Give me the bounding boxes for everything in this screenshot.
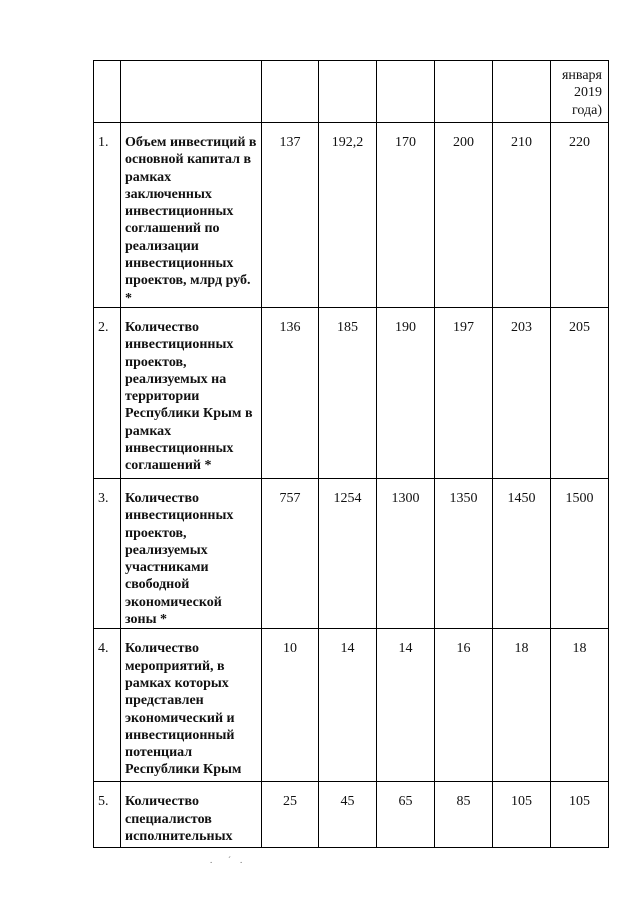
indicator-name-line: экономический и bbox=[125, 710, 235, 726]
value-cell: 136 bbox=[262, 307, 319, 478]
indicator-name-line: рамках bbox=[125, 423, 172, 439]
table-row bbox=[94, 307, 609, 478]
table-row bbox=[94, 629, 609, 782]
indicator-name-line: Количество bbox=[125, 641, 200, 657]
indicator-name-line: специалистов bbox=[125, 811, 212, 827]
row-number: 4. bbox=[94, 629, 121, 782]
value-cell: 203 bbox=[493, 307, 551, 478]
value-cell: 1350 bbox=[435, 478, 493, 628]
indicator-name-line: участниками bbox=[125, 560, 209, 576]
indicator-name-line: территории bbox=[125, 389, 200, 405]
indicator-name-line: проектов, млрд руб. bbox=[125, 273, 251, 289]
value-cell: 14 bbox=[377, 629, 435, 782]
indicator-name bbox=[121, 123, 262, 308]
value-cell: 185 bbox=[319, 307, 377, 478]
value-cell: 85 bbox=[435, 782, 493, 848]
indicator-name-line: инвестиционных bbox=[125, 441, 234, 457]
indicator-name-line: заключенных bbox=[125, 186, 212, 202]
indicator-name-line: рамках которых bbox=[125, 675, 229, 691]
table-row bbox=[94, 478, 609, 628]
header-cell-year-4 bbox=[435, 61, 493, 123]
value-cell: 197 bbox=[435, 307, 493, 478]
row-number: 3. bbox=[94, 478, 121, 628]
table-row bbox=[94, 782, 609, 848]
indicator-name-line: Количество bbox=[125, 794, 200, 810]
indicator-name-line: соглашений по bbox=[125, 221, 220, 237]
indicator-name-line: Объем инвестиций в bbox=[125, 135, 257, 150]
value-cell: 1300 bbox=[377, 478, 435, 628]
header-cell-name bbox=[121, 61, 262, 123]
indicator-name-line: представлен bbox=[125, 693, 204, 709]
header-cell-year-2 bbox=[319, 61, 377, 123]
header-text-line: января bbox=[561, 68, 602, 83]
indicator-name bbox=[121, 307, 262, 478]
header-text-line: 2019 bbox=[574, 85, 602, 101]
value-cell: 210 bbox=[493, 123, 551, 308]
header-text-line: года) bbox=[572, 102, 602, 118]
indicator-name-line: проектов, bbox=[125, 354, 187, 370]
indicator-name-line: исполнительных bbox=[125, 828, 233, 844]
value-cell: 10 bbox=[262, 629, 319, 782]
value-cell: 170 bbox=[377, 123, 435, 308]
indicator-name-line: зоны * bbox=[125, 612, 168, 628]
indicator-name-line: реализуемых bbox=[125, 542, 208, 558]
scan-speck: . bbox=[210, 855, 213, 865]
indicator-name-line: реализуемых на bbox=[125, 371, 227, 387]
value-cell: 105 bbox=[493, 782, 551, 848]
indicator-name-line: Республики Крым в bbox=[125, 406, 253, 422]
indicator-name bbox=[121, 629, 262, 782]
value-cell: 757 bbox=[262, 478, 319, 628]
indicator-name-line: Количество bbox=[125, 319, 200, 335]
table-header-row bbox=[94, 61, 609, 123]
indicator-name-line: инвестиционных bbox=[125, 256, 234, 272]
value-cell: 205 bbox=[551, 307, 609, 478]
scan-speck: ´ bbox=[228, 855, 231, 865]
value-cell: 65 bbox=[377, 782, 435, 848]
indicator-name-line: * bbox=[125, 290, 132, 306]
header-cell-num bbox=[94, 61, 121, 123]
scan-speck: . bbox=[240, 855, 243, 865]
indicator-name bbox=[121, 782, 262, 848]
indicator-name-line: инвестиционных bbox=[125, 337, 234, 353]
table-row bbox=[94, 123, 609, 308]
header-cell-year-3 bbox=[377, 61, 435, 123]
indicator-name bbox=[121, 478, 262, 628]
header-cell-year-5 bbox=[493, 61, 551, 123]
value-cell: 105 bbox=[551, 782, 609, 848]
value-cell: 18 bbox=[493, 629, 551, 782]
indicator-name-line: Количество bbox=[125, 490, 200, 506]
indicator-name-line: рамках bbox=[125, 169, 172, 185]
indicator-name-line: мероприятий, в bbox=[125, 658, 225, 674]
indicators-table bbox=[93, 60, 609, 848]
value-cell: 200 bbox=[435, 123, 493, 308]
indicator-name-line: инвестиционных bbox=[125, 508, 234, 524]
value-cell: 1450 bbox=[493, 478, 551, 628]
value-cell: 18 bbox=[551, 629, 609, 782]
value-cell: 220 bbox=[551, 123, 609, 308]
indicator-name-line: основной капитал в bbox=[125, 152, 252, 168]
indicator-name-line: реализации bbox=[125, 238, 199, 254]
indicator-name-line: проектов, bbox=[125, 525, 187, 541]
indicator-name-line: инвестиционный bbox=[125, 727, 235, 743]
header-cell-year-6 bbox=[551, 61, 609, 123]
indicator-name-line: потенциал bbox=[125, 745, 193, 761]
value-cell: 25 bbox=[262, 782, 319, 848]
row-number: 5. bbox=[94, 782, 121, 848]
value-cell: 16 bbox=[435, 629, 493, 782]
value-cell: 192,2 bbox=[319, 123, 377, 308]
value-cell: 14 bbox=[319, 629, 377, 782]
indicator-name-line: Республики Крым bbox=[125, 762, 242, 778]
header-cell-year-1 bbox=[262, 61, 319, 123]
row-number: 2. bbox=[94, 307, 121, 478]
indicator-name-line: свободной bbox=[125, 577, 190, 593]
value-cell: 190 bbox=[377, 307, 435, 478]
value-cell: 1254 bbox=[319, 478, 377, 628]
row-number: 1. bbox=[94, 123, 121, 308]
value-cell: 1500 bbox=[551, 478, 609, 628]
value-cell: 45 bbox=[319, 782, 377, 848]
indicator-name-line: соглашений * bbox=[125, 458, 212, 474]
indicator-name-line: экономической bbox=[125, 594, 222, 610]
indicator-name-line: инвестиционных bbox=[125, 204, 234, 220]
value-cell: 137 bbox=[262, 123, 319, 308]
